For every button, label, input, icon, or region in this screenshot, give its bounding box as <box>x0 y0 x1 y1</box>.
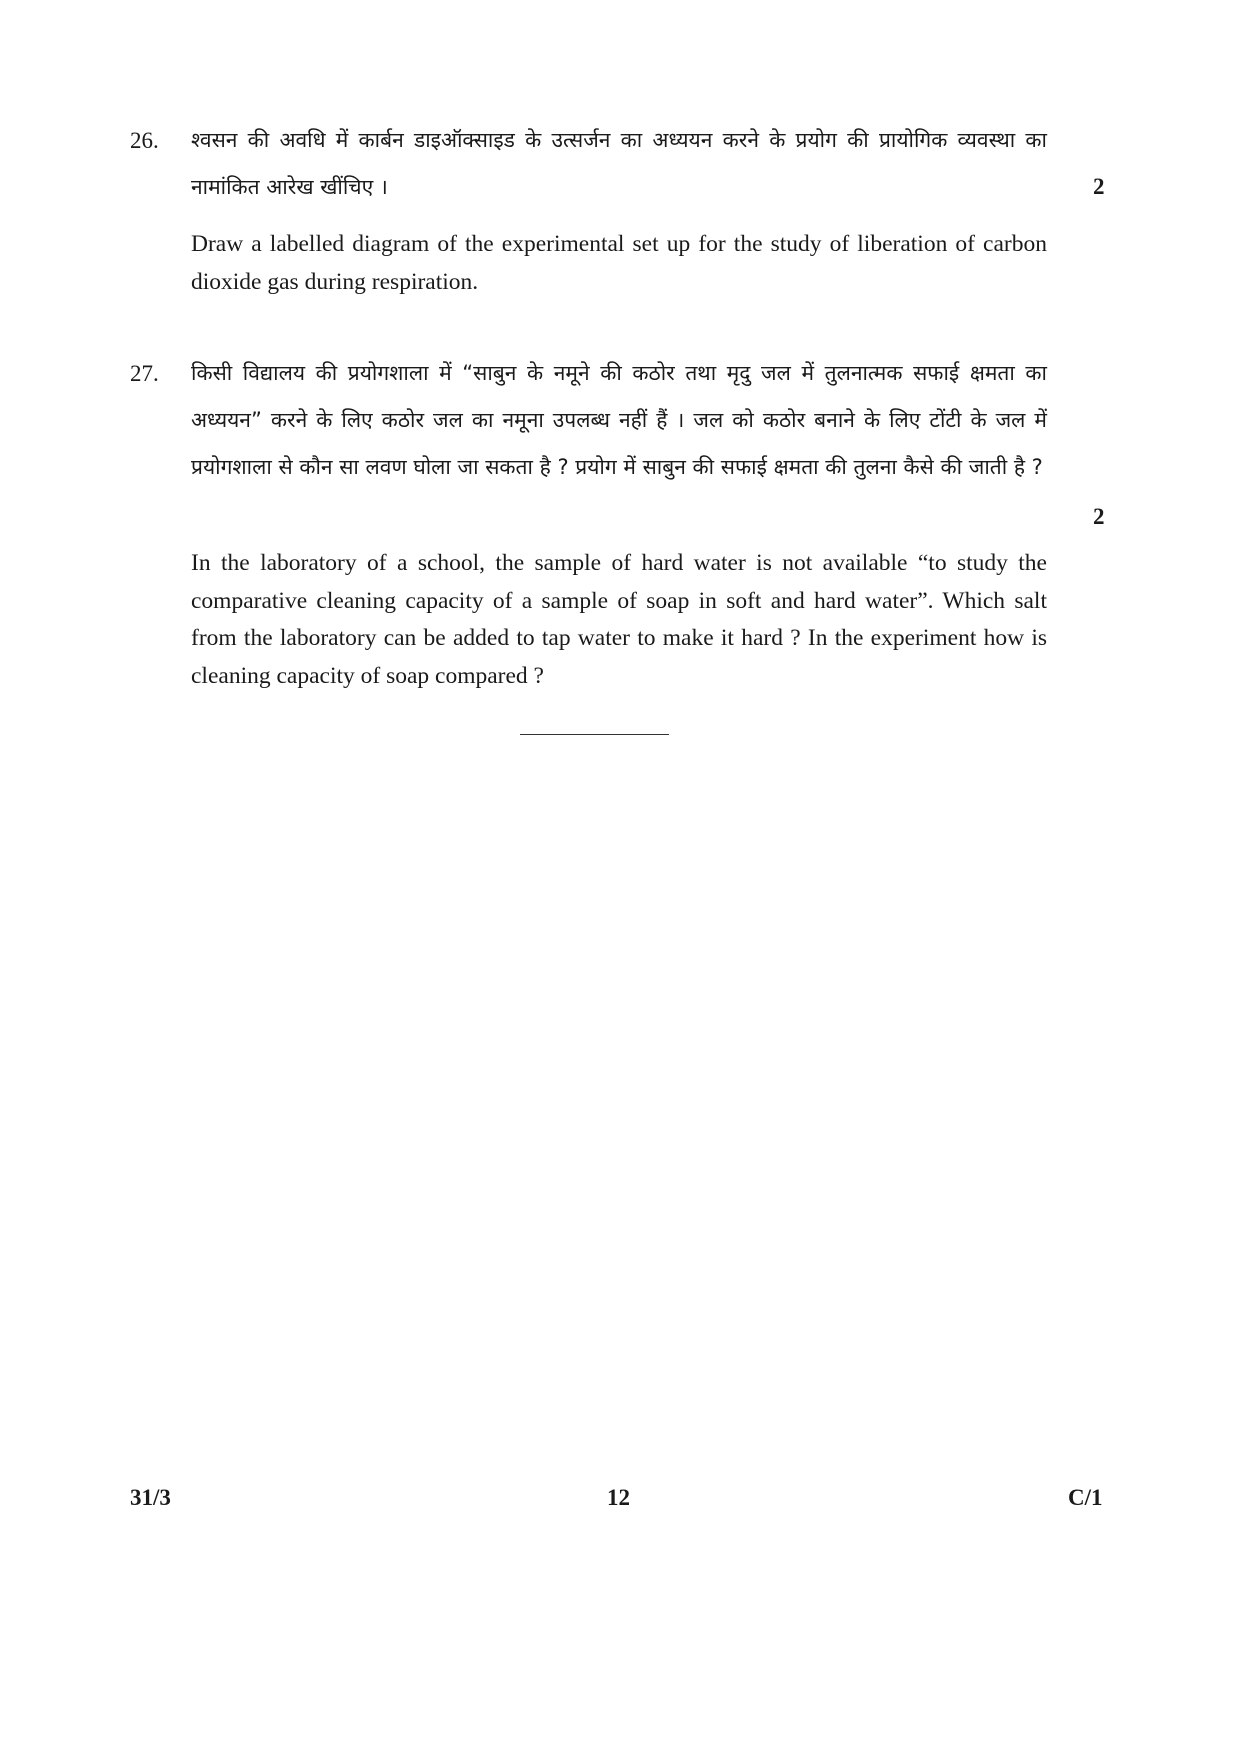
set-code: C/1 <box>1068 1485 1103 1510</box>
question-27-english-text: In the laboratory of a school, the sample of hard water is not available “to study the comparative cleaning capacity of a sample of soap in soft and hard water”. Which salt from the laboratory can be added to tap water to make it hard ? In the experiment how is cleaning capacity of soap compared ? <box>191 550 1047 689</box>
question-27-hindi-text: किसी विद्यालय की प्रयोगशाला में “साबुन के नमूने की कठोर तथा मृदु जल में तुलनात्मक सफाई क्षमता का अध्ययन” करने के लिए कठोर जल का नमूना उपलब्ध नहीं हैं । जल को कठोर बनाने के लिए टोंटी के जल में प्रयोगशाला से कौन सा लवण घोला जा सकता है ? प्रयोग में साबुन की सफाई क्षमता की तुलना कैसे की जाती है ? <box>191 361 1047 479</box>
end-divider <box>520 734 669 735</box>
question-27-number: 27. <box>130 361 159 386</box>
page-number: 12 <box>607 1485 630 1510</box>
question-26-number: 26. <box>130 128 159 153</box>
question-26-hindi-text: श्वसन की अवधि में कार्बन डाइऑक्साइड के उत्सर्जन का अध्ययन करने के प्रयोग की प्रायोगिक व्यवस्था का नामांकित आरेख खींचिए । <box>191 128 1047 199</box>
question-26-english-text: Draw a labelled diagram of the experimental set up for the study of liberation of carbon dioxide gas during respiration. <box>191 231 1047 295</box>
question-27-marks: 2 <box>1093 504 1105 529</box>
question-26-marks: 2 <box>1093 174 1105 199</box>
paper-code: 31/3 <box>130 1485 171 1510</box>
